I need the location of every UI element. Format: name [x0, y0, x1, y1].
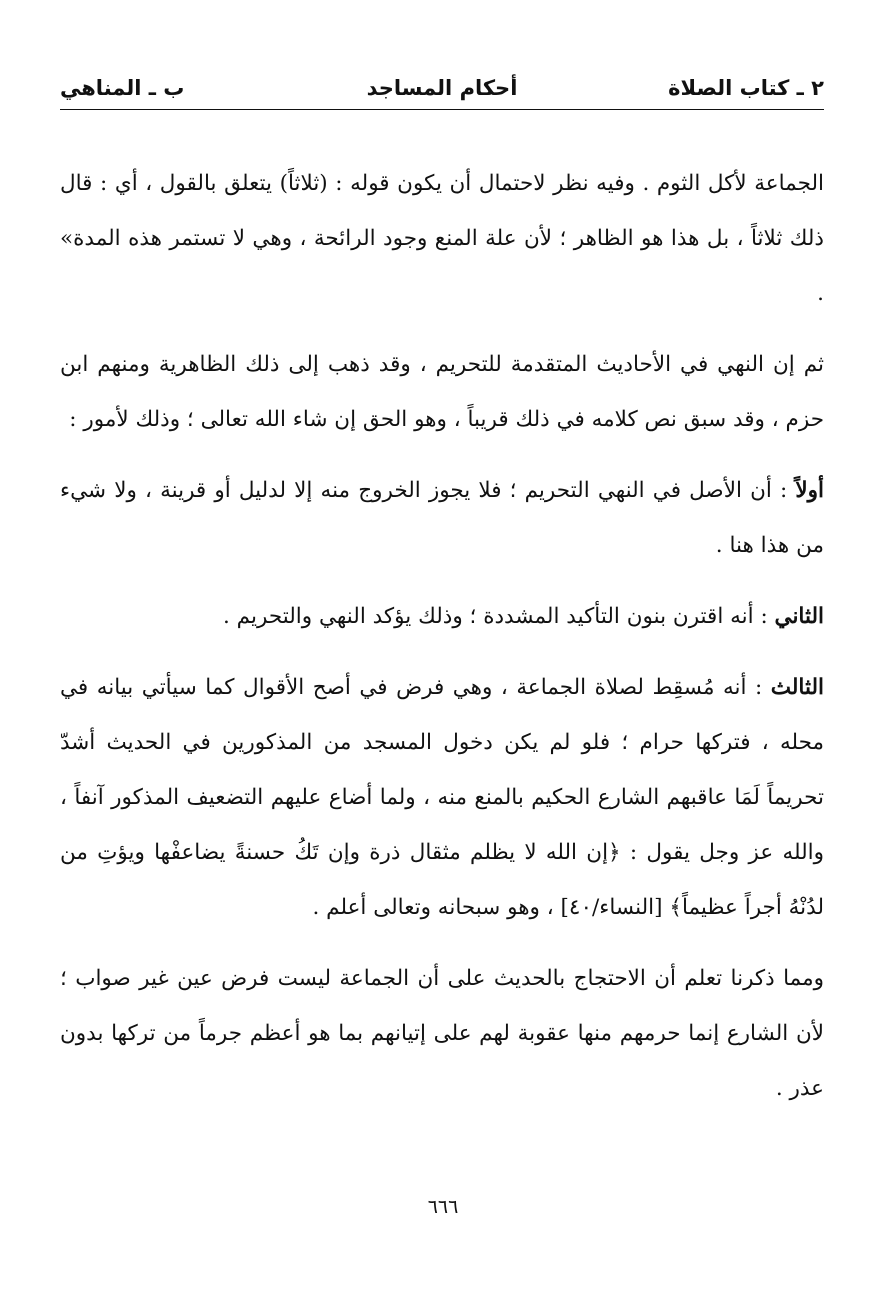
page-body [60, 156, 824, 1132]
paragraph-2-text: ثم إن النهي في الأحاديث المتقدمة للتحريم ، وقد ذهب إلى ذلك الظاهرية ومنهم ابن حزم ، وقد سبق نص كلامه في ذلك قريباً ، وهو الحق إن شاء الله تعالى ؛ وذلك لأمور : [60, 352, 824, 432]
paragraph-5 [60, 660, 824, 935]
header-section: أحكام المساجد [366, 76, 518, 100]
header-chapter: ٢ ـ كتاب الصلاة [668, 76, 824, 100]
paragraph-5-text: : أنه مُسقِط لصلاة الجماعة ، وهي فرض في أصح الأقوال كما سيأتي بيانه في محله ، فتركها حرام ؛ فلو لم يكن دخول المسجد من المذكورين في الحديث أشدّ تحريماً لَمَا عاقبهم الشارع الحكيم بالمنع منه ، ولما أضاع عليهم التضعيف المذكور آنفاً ، والله عز وجل يقول : ﴿إن الله لا يظلم مثقال ذرة وإن تَكُ حسنةً يضاعفْها ويؤتِ من لدُنْهُ أجراً عظيماً﴾ [النساء/٤٠] ، وهو سبحانه وتعالى أعلم . [60, 675, 824, 920]
paragraph-1-text: الجماعة لأكل الثوم . وفيه نظر لاحتمال أن يكون قوله : (ثلاثاً) يتعلق بالقول ، أي : قال ذلك ثلاثاً ، بل هذا هو الظاهر ؛ لأن علة المنع وجود الرائحة ، وهي لا تستمر هذه المدة» . [60, 171, 824, 306]
running-header [60, 68, 824, 108]
paragraph-4-lead: الثاني [774, 604, 824, 629]
paragraph-1 [60, 156, 824, 321]
page-number: ٦٦٦ [427, 1196, 459, 1218]
header-rule [60, 109, 824, 110]
paragraph-5-lead: الثالث [770, 675, 824, 700]
header-subsection: ب ـ المناهي [60, 76, 185, 100]
paragraph-3-lead: أولاً [795, 478, 824, 503]
paragraph-3 [60, 463, 824, 573]
paragraph-4-text: : أنه اقترن بنون التأكيد المشددة ؛ وذلك يؤكد النهي والتحريم . [223, 604, 775, 629]
paragraph-6-text: ومما ذكرنا تعلم أن الاحتجاج بالحديث على أن الجماعة ليست فرض عين غير صواب ؛ لأن الشارع إنما حرمهم منها عقوبة لهم على إتيانهم بما هو أعظم جرماً من تركها بدون عذر . [60, 966, 824, 1101]
paragraph-4 [60, 589, 824, 644]
paragraph-6 [60, 951, 824, 1116]
paragraph-3-text: : أن الأصل في النهي التحريم ؛ فلا يجوز الخروج منه إلا لدليل أو قرينة ، ولا شيء من هذا هنا . [60, 478, 824, 558]
paragraph-2 [60, 337, 824, 447]
